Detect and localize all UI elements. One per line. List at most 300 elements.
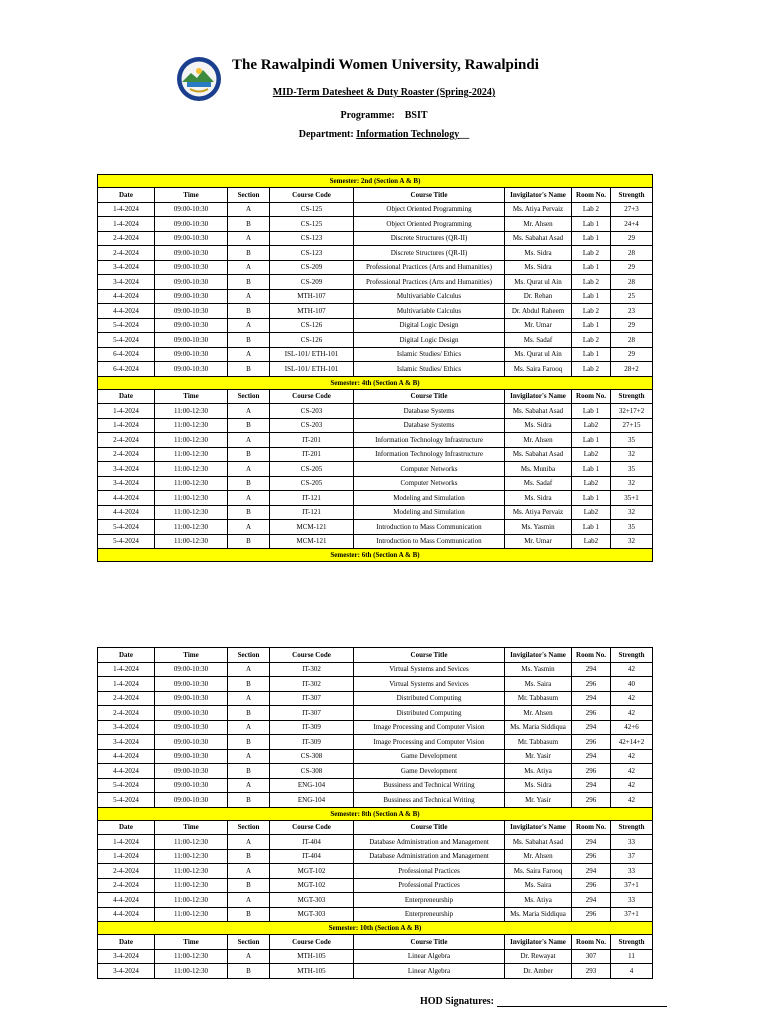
table-row [98,849,653,864]
cell-course-title: Information Technology Infrastructure [354,447,505,462]
cell-course-code: CS-308 [270,749,354,764]
cell-time: 11:00-12:30 [155,849,228,864]
cell-invigilator: Ms. Atiya [505,893,572,908]
cell-invigilator: Dr. Rewayat [505,949,572,964]
cell-strength: 28 [611,275,653,290]
column-header-course-title: Course Title [354,935,505,950]
cell-course-title: Linear Algebra [354,964,505,979]
cell-strength: 35 [611,520,653,535]
column-header-section: Section [228,935,270,950]
cell-course-code: CS-125 [270,202,354,217]
cell-section: B [228,764,270,779]
cell-time: 09:00-10:30 [155,333,228,348]
cell-strength: 23 [611,304,653,319]
cell-course-code: MCM-121 [270,520,354,535]
column-header-room: Room No. [572,389,611,404]
cell-time: 09:00-10:30 [155,720,228,735]
cell-course-title: Islamic Studies/ Ethics [354,362,505,377]
cell-invigilator: Ms. Yasmin [505,520,572,535]
cell-strength: 33 [611,893,653,908]
cell-course-title: Professional Practices (Arts and Humanities) [354,275,505,290]
cell-course-title: Database Administration and Management [354,849,505,864]
cell-section: A [228,231,270,246]
department-label: Department: [298,129,354,140]
column-header-section: Section [228,188,270,203]
cell-date: 4-4-2024 [98,304,155,319]
cell-strength: 29 [611,318,653,333]
cell-section: A [228,404,270,419]
semester-banner [98,549,653,562]
column-header-invigilator: Invigilator's Name [505,820,572,835]
cell-course-title: Game Development [354,764,505,779]
cell-section: A [228,778,270,793]
cell-date: 4-4-2024 [98,289,155,304]
table-row [98,778,653,793]
cell-invigilator: Mr. Tabbasum [505,735,572,750]
semester-label: Semester: 6th (Section A & B) [98,549,653,562]
cell-room: Lab2 [572,534,611,549]
cell-course-title: Enterpreneurship [354,907,505,922]
column-header-invigilator: Invigilator's Name [505,648,572,663]
cell-course-title: Digital Logic Design [354,318,505,333]
cell-course-code: CS-126 [270,333,354,348]
cell-invigilator: Dr. Rehan [505,289,572,304]
cell-course-code: IT-121 [270,505,354,520]
cell-invigilator: Ms. Sidra [505,778,572,793]
cell-date: 1-4-2024 [98,662,155,677]
cell-course-code: MGT-102 [270,864,354,879]
cell-course-title: Distributed Computing [354,691,505,706]
cell-course-code: ENG-104 [270,778,354,793]
column-header-room: Room No. [572,188,611,203]
cell-course-title: Game Development [354,749,505,764]
cell-date: 4-4-2024 [98,907,155,922]
table-row [98,520,653,535]
cell-course-code: CS-203 [270,404,354,419]
cell-strength: 27+15 [611,418,653,433]
cell-time: 09:00-10:30 [155,275,228,290]
cell-section: A [228,893,270,908]
cell-course-title: Object Oriented Programming [354,202,505,217]
cell-room: Lab2 [572,447,611,462]
cell-date: 3-4-2024 [98,476,155,491]
cell-date: 2-4-2024 [98,691,155,706]
cell-room: Lab 1 [572,231,611,246]
cell-invigilator: Ms. Qurat ul Ain [505,275,572,290]
cell-room: 296 [572,764,611,779]
cell-course-code: IT-302 [270,662,354,677]
column-header-course-code: Course Code [270,188,354,203]
column-header-date: Date [98,188,155,203]
cell-invigilator: Ms. Sidra [505,491,572,506]
cell-room: 296 [572,706,611,721]
cell-room: 294 [572,864,611,879]
cell-invigilator: Mr. Umar [505,534,572,549]
table-row [98,231,653,246]
semester-banner [98,376,653,389]
table-row [98,964,653,979]
cell-section: A [228,835,270,850]
cell-invigilator: Ms. Sadaf [505,333,572,348]
semester-label: Semester: 4th (Section A & B) [98,376,653,389]
cell-invigilator: Ms. Sidra [505,418,572,433]
cell-room: Lab 1 [572,520,611,535]
cell-strength: 42 [611,662,653,677]
cell-course-title: Professional Practices [354,864,505,879]
department-line [0,129,768,140]
table-row [98,893,653,908]
table-row [98,275,653,290]
column-header-time: Time [155,648,228,663]
semester-banner [98,922,653,935]
cell-time: 09:00-10:30 [155,217,228,232]
cell-room: Lab 2 [572,333,611,348]
cell-course-title: Object Oriented Programming [354,217,505,232]
table-row [98,418,653,433]
table-row [98,907,653,922]
cell-time: 09:00-10:30 [155,691,228,706]
cell-course-code: ENG-104 [270,793,354,808]
cell-course-code: CS-209 [270,275,354,290]
cell-strength: 32 [611,534,653,549]
cell-section: B [228,505,270,520]
cell-section: B [228,964,270,979]
cell-strength: 35+1 [611,491,653,506]
cell-course-code: MGT-102 [270,878,354,893]
table-row [98,289,653,304]
column-header-section: Section [228,820,270,835]
programme-line [0,110,768,121]
cell-room: 307 [572,949,611,964]
cell-section: B [228,735,270,750]
cell-course-code: CS-126 [270,318,354,333]
cell-time: 09:00-10:30 [155,347,228,362]
cell-section: A [228,433,270,448]
table-row [98,864,653,879]
cell-room: 293 [572,964,611,979]
cell-course-title: Database Systems [354,404,505,419]
cell-time: 11:00-12:30 [155,949,228,964]
cell-course-code: MTH-105 [270,964,354,979]
cell-course-title: Introduction to Mass Communication [354,520,505,535]
table-row [98,304,653,319]
cell-section: B [228,333,270,348]
cell-strength: 40 [611,677,653,692]
hod-signature [420,996,667,1007]
cell-course-title: Multivariable Calculus [354,289,505,304]
table-row [98,217,653,232]
cell-room: Lab 1 [572,347,611,362]
table-row [98,362,653,377]
cell-date: 5-4-2024 [98,333,155,348]
cell-invigilator: Mr. Yasir [505,749,572,764]
cell-date: 1-4-2024 [98,202,155,217]
cell-time: 11:00-12:30 [155,864,228,879]
cell-section: B [228,217,270,232]
cell-course-code: IT-307 [270,706,354,721]
cell-course-title: Database Administration and Management [354,835,505,850]
table-row [98,793,653,808]
cell-section: A [228,347,270,362]
cell-invigilator: Ms. Saira [505,677,572,692]
cell-course-code: CS-205 [270,462,354,477]
cell-time: 09:00-10:30 [155,304,228,319]
cell-invigilator: Dr. Abdul Raheem [505,304,572,319]
cell-section: A [228,289,270,304]
table-row [98,878,653,893]
cell-course-code: IT-307 [270,691,354,706]
column-header-date: Date [98,389,155,404]
cell-section: A [228,520,270,535]
cell-date: 1-4-2024 [98,849,155,864]
cell-room: Lab 2 [572,304,611,319]
cell-strength: 42 [611,764,653,779]
cell-strength: 29 [611,260,653,275]
cell-strength: 37+1 [611,878,653,893]
cell-course-code: IT-302 [270,677,354,692]
cell-time: 11:00-12:30 [155,520,228,535]
cell-time: 11:00-12:30 [155,476,228,491]
cell-section: B [228,476,270,491]
cell-time: 11:00-12:30 [155,505,228,520]
cell-room: 294 [572,749,611,764]
column-header-course-title: Course Title [354,188,505,203]
cell-time: 11:00-12:30 [155,907,228,922]
cell-invigilator: Ms. Sidra [505,260,572,275]
column-header-course-code: Course Code [270,935,354,950]
cell-section: A [228,864,270,879]
table-row [98,706,653,721]
column-header-course-title: Course Title [354,389,505,404]
cell-time: 09:00-10:30 [155,706,228,721]
table-row [98,433,653,448]
cell-strength: 29 [611,231,653,246]
semester-banner [98,175,653,188]
cell-date: 6-4-2024 [98,347,155,362]
column-header-time: Time [155,820,228,835]
cell-date: 4-4-2024 [98,505,155,520]
cell-time: 09:00-10:30 [155,735,228,750]
cell-room: Lab 2 [572,275,611,290]
cell-invigilator: Mr. Ahsen [505,706,572,721]
cell-room: Lab 2 [572,246,611,261]
semester-banner [98,807,653,820]
table-row [98,202,653,217]
cell-time: 11:00-12:30 [155,491,228,506]
cell-room: 294 [572,720,611,735]
cell-course-title: Information Technology Infrastructure [354,433,505,448]
column-header-invigilator: Invigilator's Name [505,935,572,950]
cell-strength: 37+1 [611,907,653,922]
cell-room: Lab 1 [572,318,611,333]
cell-room: 296 [572,677,611,692]
cell-strength: 33 [611,864,653,879]
table-row [98,691,653,706]
column-header-course-code: Course Code [270,820,354,835]
cell-course-title: Islamic Studies/ Ethics [354,347,505,362]
cell-room: Lab 2 [572,362,611,377]
cell-room: 296 [572,849,611,864]
cell-course-code: MGT-303 [270,893,354,908]
column-header-time: Time [155,935,228,950]
cell-room: Lab 1 [572,289,611,304]
cell-course-title: Computer Networks [354,476,505,491]
cell-strength: 24+4 [611,217,653,232]
table-row [98,720,653,735]
cell-course-code: MGT-303 [270,907,354,922]
cell-course-title: Introduction to Mass Communication [354,534,505,549]
cell-section: B [228,878,270,893]
cell-invigilator: Ms. Atiya Pervaiz [505,505,572,520]
cell-time: 09:00-10:30 [155,289,228,304]
cell-course-code: IT-404 [270,835,354,850]
cell-time: 09:00-10:30 [155,202,228,217]
column-header-course-title: Course Title [354,648,505,663]
cell-course-code: MCM-121 [270,534,354,549]
table-row [98,476,653,491]
cell-course-code: CS-209 [270,260,354,275]
cell-invigilator: Ms. Sabahat Asad [505,404,572,419]
cell-room: 296 [572,907,611,922]
cell-section: B [228,677,270,692]
table-row [98,246,653,261]
university-title: The Rawalpindi Women University, Rawalpindi [232,57,539,73]
cell-room: 296 [572,735,611,750]
cell-course-title: Professional Practices (Arts and Humanities) [354,260,505,275]
semester-label: Semester: 2nd (Section A & B) [98,175,653,188]
cell-room: Lab2 [572,418,611,433]
cell-course-code: ISL-101/ ETH-101 [270,347,354,362]
cell-strength: 42 [611,691,653,706]
cell-strength: 32 [611,476,653,491]
cell-invigilator: Ms. Saira Farooq [505,362,572,377]
cell-date: 3-4-2024 [98,462,155,477]
cell-strength: 42 [611,793,653,808]
cell-course-title: Digital Logic Design [354,333,505,348]
cell-invigilator: Mr. Yasir [505,793,572,808]
cell-course-title: Computer Networks [354,462,505,477]
cell-date: 1-4-2024 [98,677,155,692]
cell-invigilator: Ms. Atiya [505,764,572,779]
cell-strength: 28 [611,246,653,261]
cell-time: 09:00-10:30 [155,677,228,692]
cell-date: 3-4-2024 [98,949,155,964]
cell-room: 294 [572,662,611,677]
cell-invigilator: Ms. Sidra [505,246,572,261]
table-row [98,260,653,275]
cell-course-code: CS-123 [270,231,354,246]
cell-course-code: MTH-107 [270,289,354,304]
table-row [98,749,653,764]
cell-time: 11:00-12:30 [155,534,228,549]
cell-course-code: IT-404 [270,849,354,864]
column-header-strength: Strength [611,188,653,203]
cell-date: 1-4-2024 [98,835,155,850]
cell-date: 4-4-2024 [98,491,155,506]
semester-label: Semester: 10th (Section A & B) [98,922,653,935]
cell-course-title: Enterpreneurship [354,893,505,908]
cell-date: 2-4-2024 [98,878,155,893]
cell-time: 09:00-10:30 [155,778,228,793]
cell-time: 11:00-12:30 [155,835,228,850]
table-row [98,347,653,362]
column-header-course-code: Course Code [270,389,354,404]
cell-course-title: Linear Algebra [354,949,505,964]
cell-section: A [228,491,270,506]
cell-course-title: Bussiness and Technical Writing [354,793,505,808]
cell-strength: 4 [611,964,653,979]
cell-invigilator: Ms. Qurat ul Ain [505,347,572,362]
cell-date: 4-4-2024 [98,893,155,908]
cell-room: Lab 1 [572,433,611,448]
cell-room: Lab 1 [572,217,611,232]
cell-invigilator: Dr. Amber [505,964,572,979]
table-row [98,662,653,677]
cell-course-title: Database Systems [354,418,505,433]
department-trail: __ [459,129,470,140]
column-header-strength: Strength [611,389,653,404]
column-header-row [98,820,653,835]
cell-date: 3-4-2024 [98,275,155,290]
cell-room: Lab 1 [572,404,611,419]
table-row [98,534,653,549]
cell-date: 2-4-2024 [98,433,155,448]
cell-strength: 11 [611,949,653,964]
cell-course-code: ISL-101/ ETH-101 [270,362,354,377]
cell-time: 09:00-10:30 [155,662,228,677]
cell-date: 1-4-2024 [98,404,155,419]
cell-invigilator: Ms. Yasmin [505,662,572,677]
cell-section: B [228,275,270,290]
cell-course-title: Multivariable Calculus [354,304,505,319]
cell-course-title: Bussiness and Technical Writing [354,778,505,793]
cell-invigilator: Mr. Ahsen [505,433,572,448]
cell-time: 11:00-12:30 [155,404,228,419]
cell-room: Lab 1 [572,260,611,275]
cell-room: 296 [572,878,611,893]
cell-course-code: IT-121 [270,491,354,506]
cell-time: 09:00-10:30 [155,362,228,377]
cell-room: 294 [572,691,611,706]
cell-room: 296 [572,793,611,808]
cell-section: B [228,849,270,864]
cell-course-title: Discrete Structures (QR-II) [354,231,505,246]
cell-date: 3-4-2024 [98,964,155,979]
cell-room: 294 [572,893,611,908]
cell-date: 4-4-2024 [98,749,155,764]
cell-course-title: Distributed Computing [354,706,505,721]
cell-strength: 37 [611,849,653,864]
cell-section: A [228,202,270,217]
cell-strength: 25 [611,289,653,304]
column-header-room: Room No. [572,935,611,950]
column-header-room: Room No. [572,820,611,835]
column-header-time: Time [155,389,228,404]
table-row [98,505,653,520]
cell-date: 3-4-2024 [98,720,155,735]
table-row [98,949,653,964]
cell-strength: 35 [611,433,653,448]
cell-time: 09:00-10:30 [155,246,228,261]
cell-time: 11:00-12:30 [155,878,228,893]
cell-room: 294 [572,778,611,793]
cell-invigilator: Ms. Saira Farooq [505,864,572,879]
table-row [98,491,653,506]
table-row [98,404,653,419]
cell-date: 3-4-2024 [98,735,155,750]
column-header-strength: Strength [611,935,653,950]
cell-date: 5-4-2024 [98,778,155,793]
